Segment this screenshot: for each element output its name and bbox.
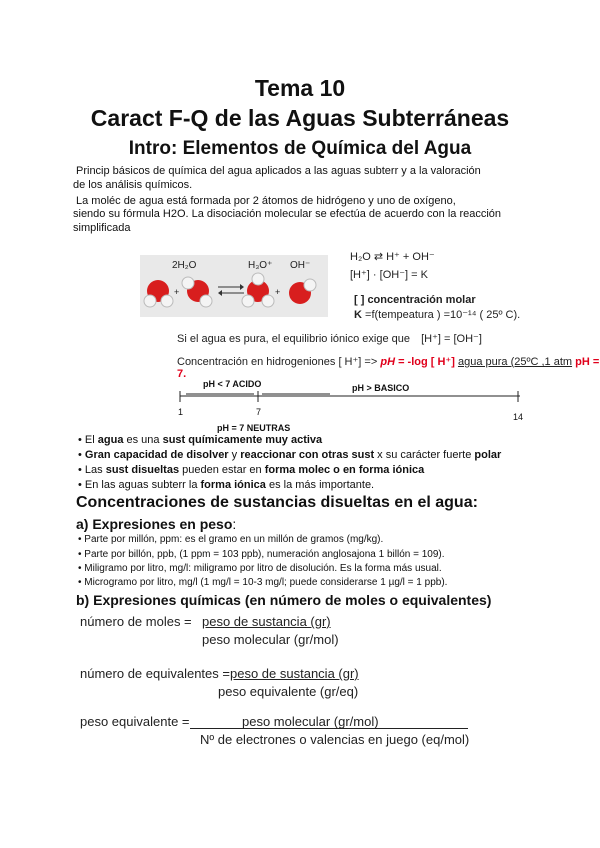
formula-moles-den: peso molecular (gr/mol) (202, 632, 339, 647)
a-item-1: • Parte por millón, ppm: es el gramo en un millón de gramos (mg/kg). (78, 534, 384, 545)
formula-peq-lhs: peso equivalente = (80, 714, 190, 729)
bullet-4: • En las aguas subterr la forma iónica es la más importante. (78, 479, 375, 491)
formula-equiv-den: peso equivalente (gr/eq) (218, 684, 359, 699)
section-a-heading: a) Expresiones en peso: (76, 516, 237, 532)
molecule-illustration (140, 255, 328, 317)
section-heading: Concentraciones de sustancias disueltas en el agua: (76, 494, 478, 511)
formula-moles-lhs: número de moles = (80, 614, 192, 629)
tick-7: 7 (256, 407, 262, 417)
conc-pure: agua pura (25ºC ,1 atm (457, 356, 573, 368)
bullet-2: • Gran capacidad de disolver y reaccionar con otras sust x su carácter fuerte polar (78, 449, 502, 461)
conc-text: Concentración en hidrogeniones [ H⁺] => (177, 356, 378, 368)
intro-p2a: La moléc de agua está formada por 2 átomos de hidrógeno y uno de oxígeno, (76, 195, 456, 207)
formula-moles-num: peso de sustancia (gr) (202, 614, 331, 629)
intro-p1b: de los análisis químicos. (73, 179, 193, 191)
a-item-4: • Microgramo por litro, mg/l (1 mg/l = 10-3 mg/l; puede considerarse 1 µg/l = 1 ppb). (78, 577, 448, 588)
scale-basic-label: pH > BASICO (352, 383, 410, 393)
svg-text:+: + (275, 287, 281, 297)
title-intro: Intro: Elementos de Química del Agua (128, 138, 472, 159)
legend-k-symbol: K (354, 309, 362, 321)
formula-equiv-num: peso de sustancia (gr) (230, 666, 359, 681)
intro-p2c: simplificada (73, 222, 131, 234)
legend-k-text: =f(tempeatura ) =10⁻¹⁴ ( 25º C). (365, 309, 521, 321)
pure-water-eq: [H⁺] = [OH⁻] (421, 333, 482, 345)
conc-log: = -log [ H⁺] (398, 356, 455, 368)
equation-dissociation: H₂O ⇄ H⁺ + OH⁻ (350, 251, 435, 263)
formula-peq-num: peso molecular (gr/mol) (242, 714, 379, 729)
tick-14: 14 (513, 412, 524, 422)
scale-acid-label: pH < 7 ACIDO (203, 379, 262, 389)
label-oh: OH⁻ (290, 260, 311, 271)
legend-concentration: [ ] concentración molar (354, 294, 476, 306)
title-main: Caract F-Q de las Aguas Subterráneas (90, 105, 510, 131)
conc-ph: pH (380, 356, 396, 368)
neutral-label: pH = 7 NEUTRAS (217, 423, 291, 433)
molecule-svg (140, 255, 328, 317)
bullet-3: • Las sust disueltas pueden estar en forma molec o en forma iónica (78, 464, 425, 476)
label-h3o: H₃O⁺ (248, 260, 273, 271)
intro-p1a: Princip básicos de química del agua aplicados a las aguas subterr y a la valoración (76, 165, 481, 177)
title-tema: Tema 10 (254, 75, 346, 101)
intro-p2b: siendo su fórmula H2O. La disociación molecular se efectúa de acuerdo con la reacción (73, 208, 502, 220)
formula-equiv-lhs: número de equivalentes = (80, 666, 230, 681)
equation-k: [H⁺] · [OH⁻] = K (350, 269, 428, 281)
formula-peq-den: Nº de electrones o valencias en juego (eq/mol) (200, 732, 470, 747)
pure-water-line (177, 332, 482, 345)
bullet-1: • El agua es una sust químicamente muy activa (78, 434, 323, 446)
legend-k (354, 308, 520, 321)
label-2h2o: 2H₂O (172, 260, 197, 271)
conc-ph7: pH = 7. (177, 356, 600, 380)
svg-text:+: + (174, 287, 180, 297)
a-item-2: • Parte por billón, ppb, (1 ppm = 103 ppb), numeración anglosajona 1 billón = 109). (78, 549, 445, 560)
pure-water-text: Si el agua es pura, el equilibrio iónico exige que (177, 333, 410, 345)
section-b-heading: b) Expresiones químicas (en número de moles o equivalentes) (76, 592, 492, 608)
a-item-3: • Miligramo por litro, mg/l: miligramo por litro de disolución. Es la forma más usual. (78, 563, 442, 574)
tick-1: 1 (178, 407, 184, 417)
